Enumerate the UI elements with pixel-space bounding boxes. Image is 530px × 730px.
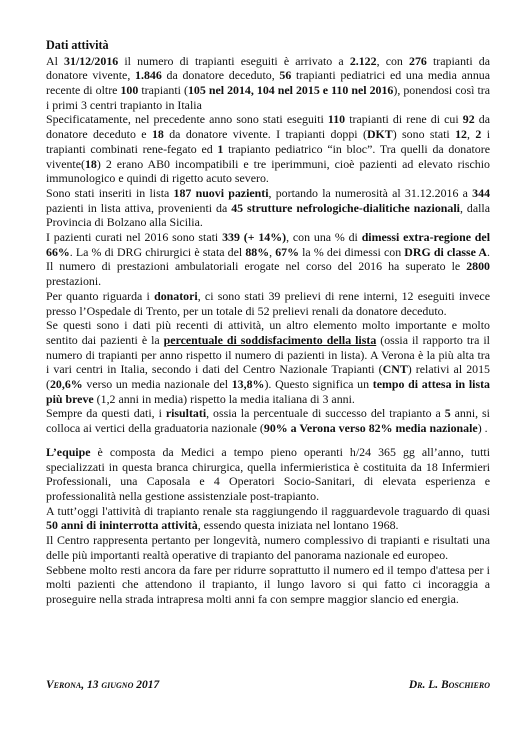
paragraph-totals xyxy=(46,54,490,113)
text-run: , xyxy=(467,127,476,142)
text-run: 92 xyxy=(462,112,475,127)
text-run: ). Questo significa un xyxy=(264,377,373,392)
paragraph-conclusion xyxy=(46,563,490,607)
text-run: DRG di classe A xyxy=(404,244,488,259)
text-run: I pazienti curati nel 2016 sono stati xyxy=(46,230,223,245)
text-run: 45 strutture nefrologiche-dialitiche nazionali xyxy=(231,200,460,215)
paragraph-donors xyxy=(46,289,490,318)
text-run: , essendo questa iniziata nel lontano 1968. xyxy=(197,518,399,533)
text-run: Sebbene molto resti ancora da fare per ridurre soprattutto il numero ed il tempo d'attesa per i molti pazienti che attendono il trapianto, il lungo lavoro si qui fatto ci incoraggia a proseguire nella strada intrapresa molti anni fa con sempre maggior slancio ed energia. xyxy=(46,562,490,606)
text-run: 2 xyxy=(475,127,482,142)
text-run: donatori xyxy=(154,288,198,303)
text-run: 187 nuovi pazienti xyxy=(173,185,269,200)
text-run: 5 xyxy=(444,406,451,421)
text-run: trapianti ( xyxy=(138,83,188,97)
text-run: 18 xyxy=(151,127,164,142)
text-run: 1.846 xyxy=(135,68,162,83)
text-run: 344 xyxy=(472,185,491,200)
text-run: 12 xyxy=(455,127,467,142)
place-date: Verona, 13 giugno 2017 xyxy=(46,679,160,691)
text-run: CNT xyxy=(382,362,408,377)
text-run: DKT xyxy=(366,127,393,142)
paragraph-results xyxy=(46,406,490,435)
text-run: trapianti da donatore vivente, xyxy=(46,53,490,83)
text-run: da donatore deceduto e xyxy=(46,112,490,142)
text-run: la % dei dimessi con xyxy=(299,244,405,259)
text-run: prestazioni. xyxy=(46,274,102,289)
text-run: risultati xyxy=(165,406,207,421)
text-run: 67% xyxy=(275,244,299,259)
text-run: Se questi sono i dati più recenti di attività, un altro elemento molto importante e molto sentito dai pazienti è la xyxy=(46,318,490,347)
text-run: L’equipe xyxy=(46,444,91,459)
text-run: 339 (+ 14%) xyxy=(222,230,287,245)
paragraph-list-satisfaction xyxy=(46,318,490,406)
text-run: 31/12/2016 xyxy=(64,53,119,68)
text-run: 105 nel 2014, 104 nel 2015 e 110 nel 2016 xyxy=(187,83,394,97)
text-run: , portando la numerosità al 31.12.2016 a xyxy=(268,185,473,200)
text-run: Il Centro rappresenta pertanto per longevità, numero complessivo di trapianti e risultati una delle più importanti realtà operative di trapianto del panorama nazionale ed europeo. xyxy=(46,533,490,562)
text-run: 100 xyxy=(120,83,139,97)
text-run: 1 xyxy=(217,141,224,156)
text-run: da donatore vivente. I trapianti doppi ( xyxy=(163,127,367,142)
text-run: (ossia il rapporto tra il numero di trapianti per anno rispetto il numero di pazienti in lista). A Verona è la più alta tra i vari centri in Italia, secondo i dati del Centro Nazionale Trapianti ( xyxy=(46,332,490,377)
text-run: . La % di DRG chirurgici è stata del xyxy=(69,244,246,259)
text-run: , con xyxy=(376,53,410,68)
paragraph-center xyxy=(46,533,490,562)
text-run: 2.122 xyxy=(349,53,377,68)
text-run: , ci sono stati 39 prelievi di rene interni, 12 eseguiti invece presso l’Ospedale di Trento, per un totale di 52 prelievi renali da donatore deceduto. xyxy=(46,288,490,318)
text-run: i trapianti combinati rene-fegato ed xyxy=(46,127,490,156)
paragraph-waiting-list xyxy=(46,186,490,230)
text-run: ) 2 erano AB0 incompatibili e tre iperimmuni, cioè pazienti ad elevato rischio immunologico e quindi di rigetto acuto severo. xyxy=(46,156,490,186)
text-run: anni, si colloca ai vertici della graduatoria nazionale ( xyxy=(46,406,490,436)
text-run: da donatore deceduto, xyxy=(161,68,280,83)
text-run: , xyxy=(269,244,276,259)
text-run: 88% xyxy=(245,244,270,259)
paragraph-history xyxy=(46,504,490,533)
text-run: percentuale di soddisfacimento della lista xyxy=(163,332,377,347)
text-run: 110 xyxy=(327,112,346,127)
text-run: , ossia la percentuale di successo del trapianto a xyxy=(206,406,445,421)
text-run: A tutt’oggi l'attività di trapianto renale sta raggiungendo il ragguardevole traguardo di quasi xyxy=(46,503,490,518)
paragraph-patients xyxy=(46,230,490,289)
text-run: 13,8% xyxy=(231,377,265,392)
text-run: 90% a Verona verso 82% media nazionale xyxy=(263,421,478,436)
text-run: 50 anni di ininterrotta attività xyxy=(46,518,198,533)
text-run: ) . xyxy=(477,421,488,436)
signature: Dr. L. Boschiero xyxy=(408,679,490,691)
text-run: Sono stati inseriti in lista xyxy=(46,185,174,200)
text-run: 20,6% xyxy=(49,377,83,392)
text-run: , con una % di xyxy=(286,230,362,245)
text-run: trapianto pediatrico “in bloc”. Tra quelli da donatore vivente( xyxy=(46,141,490,171)
text-run: dimessi extra-regione del 66% xyxy=(46,230,490,259)
text-run: 276 xyxy=(409,53,427,68)
text-run: Per quanto riguarda i xyxy=(46,288,155,303)
text-run: è composta da Medici a tempo pieno operanti h/24 365 gg all’anno, tutti specializzati in questa branca chirurgica, quella infermieristica è costituita da 18 Infermieri Professionali, una Caposala e 4 Operatori Socio-Sanitari, di elevata esperienza e professionalità nella gestione assistenziale post-trapianto. xyxy=(46,444,490,503)
text-run: il numero di trapianti eseguiti è arrivato a xyxy=(118,53,350,68)
paragraph-last-year xyxy=(46,112,490,186)
text-run: 2800 xyxy=(466,259,490,274)
text-run: trapianti di rene di cui xyxy=(345,112,463,127)
paragraph-team xyxy=(46,445,490,504)
text-run: pazienti in lista attiva, provenienti da xyxy=(46,200,232,215)
text-run: trapianti pediatrici ed una media annua recente di oltre xyxy=(46,68,490,97)
text-run: tempo di attesa in lista più breve xyxy=(46,377,490,406)
text-run: , dalla Provincia di Bolzano alla Sicilia. xyxy=(46,200,490,230)
section-title: Dati attività xyxy=(46,38,109,52)
text-run: ) sono stati xyxy=(392,127,456,142)
text-run: . Il numero di prestazioni ambulatoriali erogate nel corso del 2016 ha superato le xyxy=(46,244,490,274)
text-run: ) relativi al 2015 ( xyxy=(46,362,491,392)
text-run: 56 xyxy=(279,68,292,83)
text-run: Sempre da questi dati, i xyxy=(46,406,166,421)
text-run: verso un media nazionale del xyxy=(82,377,232,392)
text-run: (1,2 anni in media) rispetto la media italiana di 3 anni. xyxy=(93,391,355,406)
text-run: 18 xyxy=(84,156,97,171)
document-footer xyxy=(46,679,490,691)
text-run: Al xyxy=(46,53,65,68)
text-run: Specificatamente, nel precedente anno sono stati eseguiti xyxy=(46,112,328,127)
text-run: ), ponendosi così tra i primi 3 centri trapianto in Italia xyxy=(46,83,490,112)
